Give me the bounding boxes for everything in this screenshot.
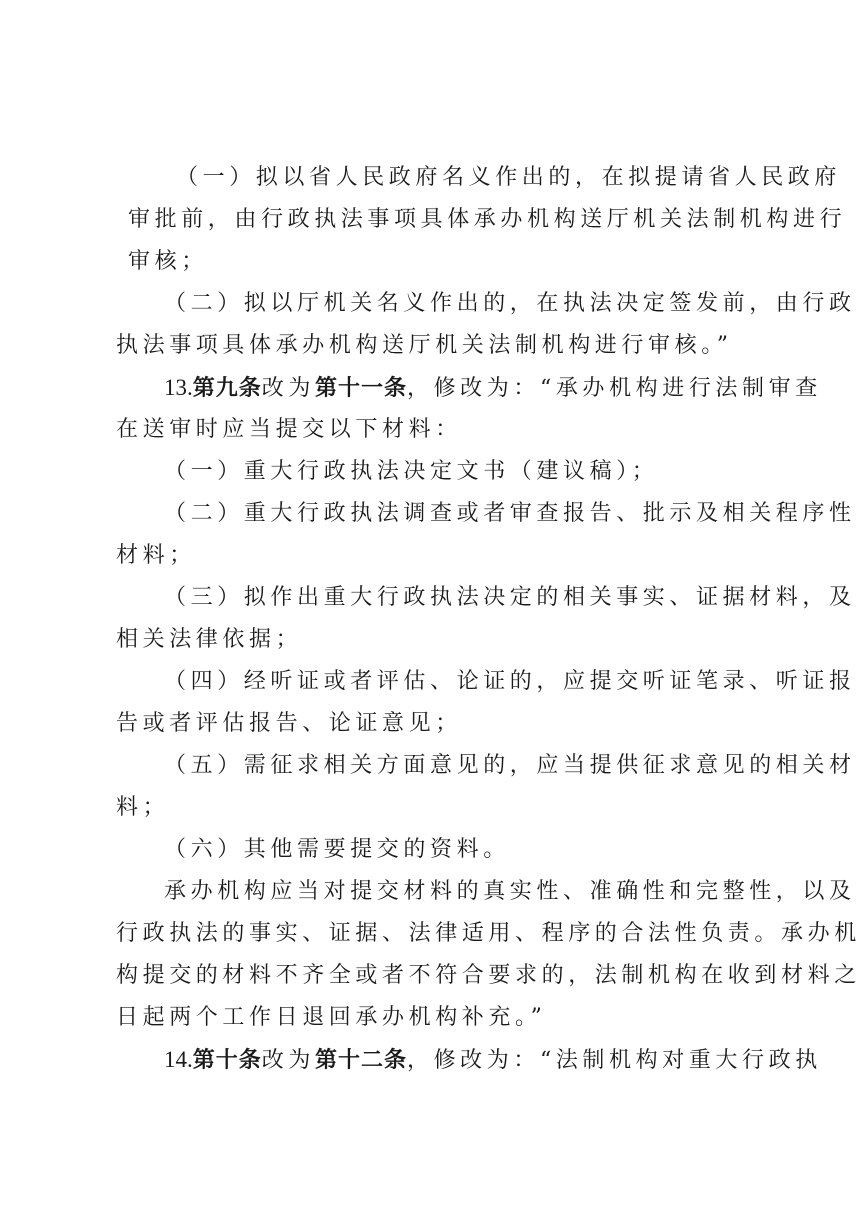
paragraph-line: 执法事项具体承办机构送厅机关法制机构进行审核。” — [116, 333, 733, 358]
text-span: ，修改为：“法制机构对重大行政执 — [406, 1048, 822, 1073]
list-item-line: （五）需征求相关方面意见的，应当提供征求意见的相关材 — [164, 753, 856, 778]
paragraph-line: 构提交的材料不齐全或者不符合要求的，法制机构在收到材料之 — [116, 963, 861, 988]
article-amendment-heading — [164, 373, 822, 404]
list-item-line: 料； — [116, 795, 170, 820]
paragraph-line: （一）拟以省人民政府名义作出的，在拟提请省人民政府 — [176, 165, 842, 190]
paragraph-line: 在送审时应当提交以下材料： — [116, 417, 462, 442]
article-ref-new: 第十一条 — [314, 375, 407, 401]
list-item-line: （一）重大行政执法决定文书（建议稿）； — [164, 459, 659, 484]
list-item-line: （六）其他需要提交的资料。 — [164, 837, 510, 862]
list-item-line: 材料； — [116, 543, 196, 568]
list-item-line: （四）经听证或者评估、论证的，应提交听证笔录、听证报 — [164, 669, 856, 694]
list-item-line: （三）拟作出重大行政执法决定的相关事实、证据材料，及 — [164, 585, 856, 610]
article-amendment-heading — [164, 1045, 822, 1076]
text-span: 改为 — [261, 376, 315, 401]
item-number: 14. — [164, 1047, 193, 1072]
paragraph-line: 行政执法的事实、证据、法律适用、程序的合法性负责。承办机 — [116, 921, 861, 946]
article-ref-old: 第九条 — [192, 375, 262, 401]
paragraph-line: 承办机构应当对提交材料的真实性、准确性和完整性，以及 — [164, 879, 856, 904]
list-item-line: 告或者评估报告、论证意见； — [116, 711, 462, 736]
list-item-line: （二）重大行政执法调查或者审查报告、批示及相关程序性 — [164, 501, 856, 526]
paragraph-line: （二）拟以厅机关名义作出的，在执法决定签发前，由行政 — [164, 291, 856, 316]
paragraph-line: 审批前，由行政执法事项具体承办机构送厅机关法制机构进行 — [128, 207, 847, 232]
list-item-line: 相关法律依据； — [116, 627, 303, 652]
article-ref-new: 第十二条 — [314, 1047, 407, 1073]
text-span: 改为 — [261, 1048, 315, 1073]
paragraph-line: 审核； — [128, 249, 208, 274]
text-span: ，修改为：“承办机构进行法制审查 — [406, 376, 822, 401]
item-number: 13. — [164, 375, 193, 400]
article-ref-old: 第十条 — [192, 1047, 262, 1073]
paragraph-line: 日起两个工作日退回承办机构补充。” — [116, 1005, 547, 1030]
